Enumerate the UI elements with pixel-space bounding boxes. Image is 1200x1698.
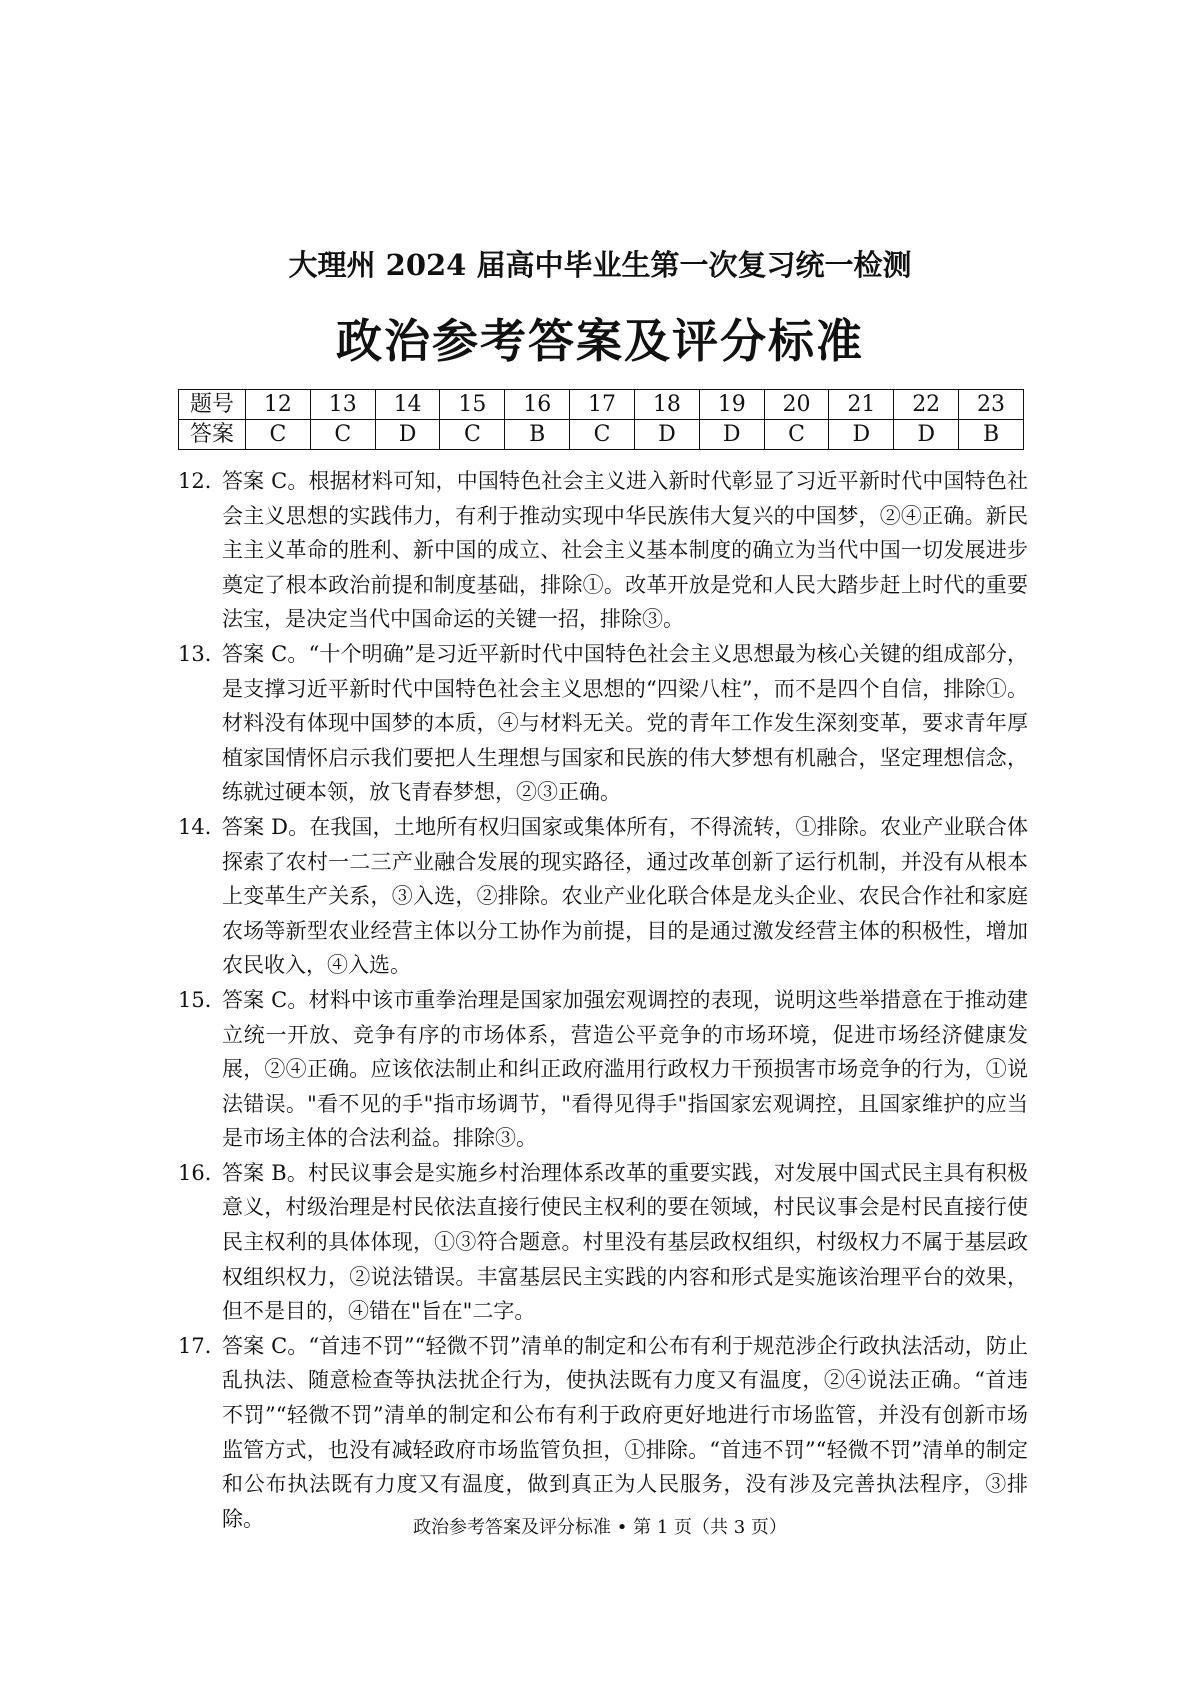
answer-table xyxy=(178,389,1024,450)
question-number: 17 xyxy=(570,390,635,420)
explanation-item xyxy=(178,983,1028,1156)
question-number: 22 xyxy=(894,390,959,420)
question-label: 12． xyxy=(178,469,226,493)
explanation-list xyxy=(178,464,1028,1536)
row-label-question: 题号 xyxy=(179,390,246,420)
answer-cell: B xyxy=(959,420,1024,450)
answer-cell: C xyxy=(310,420,375,450)
question-number-row xyxy=(179,390,1024,420)
page-title: 政治参考答案及评分标准 xyxy=(336,314,864,368)
question-label: 17． xyxy=(178,1333,226,1358)
answer-cell: D xyxy=(699,420,764,450)
question-number: 21 xyxy=(829,390,894,420)
explanation-item xyxy=(178,810,1028,983)
question-number: 23 xyxy=(959,390,1024,420)
question-number: 19 xyxy=(699,390,764,420)
explanation-text: 答案 D。在我国，土地所有权归国家或集体所有，不得流转，①排除。农业产业联合体探索了农村一二三产业融合发展的现实路径，通过改革创新了运行机制，并没有从根本上变革生产关系，③入选，②排除。农业产业化联合体是龙头企业、农民合作社和家庭农场等新型农业经营主体以分工协作为前提，目的是通过激发经营主体的积极性，增加农民收入，④入选。 xyxy=(222,814,1028,978)
question-label: 14． xyxy=(178,814,226,839)
answer-row xyxy=(179,420,1024,450)
question-number: 14 xyxy=(375,390,440,420)
explanation-text: 答案 B。村民议事会是实施乡村治理体系改革的重要实践，对发展中国式民主具有积极意义，村级治理是村民依法直接行使民主权利的要在领域，村民议事会是村民直接行使民主权利的具体体现，①③符合题意。村里没有基层政权组织，村级权力不属于基层政权组织权力，②说法错误。丰富基层民主实践的内容和形式是实施该治理平台的效果，但不是目的，④错在"旨在"二字。 xyxy=(222,1160,1028,1324)
answer-cell: C xyxy=(440,420,505,450)
answer-cell: D xyxy=(829,420,894,450)
question-number: 15 xyxy=(440,390,505,420)
question-number: 16 xyxy=(505,390,570,420)
answer-cell: D xyxy=(634,420,699,450)
explanation-item xyxy=(178,637,1028,810)
explanation-item xyxy=(178,1329,1028,1537)
explanation-text: 答案 C。材料中该市重拳治理是国家加强宏观调控的表现，说明这些举措意在于推动建立统一开放、竞争有序的市场体系，营造公平竞争的市场环境，促进市场经济健康发展，②④正确。应该依法制止和纠正政府滥用行政权力干预损害市场竞争的行为，①说法错误。"看不见的手"指市场调节，"看得见得手"指国家宏观调控，且国家维护的应当是市场主体的合法利益。排除③。 xyxy=(222,987,1028,1151)
row-label-answer: 答案 xyxy=(179,420,246,450)
question-label: 16． xyxy=(178,1160,226,1185)
answer-cell: C xyxy=(764,420,829,450)
explanation-text: 答案 C。“十个明确”是习近平新时代中国特色社会主义思想最为核心关键的组成部分，是支撑习近平新时代中国特色社会主义思想的“四梁八柱”，而不是四个自信，排除①。材料没有体现中国梦的本质，④与材料无关。党的青年工作发生深刻变革，要求青年厚植家国情怀启示我们要把人生理想与国家和民族的伟大梦想有机融合，坚定理想信念，练就过硬本领，放飞青春梦想，②③正确。 xyxy=(222,641,1028,805)
question-number: 18 xyxy=(634,390,699,420)
exam-subtitle: 大理州 2024 届高中毕业生第一次复习统一检测 xyxy=(288,248,912,282)
question-label: 13． xyxy=(178,641,226,666)
explanation-item xyxy=(178,464,1028,637)
answer-cell: D xyxy=(375,420,440,450)
explanation-item xyxy=(178,1156,1028,1329)
answer-cell: C xyxy=(246,420,311,450)
answer-cell: C xyxy=(570,420,635,450)
explanation-text: 答案 C。根据材料可知，中国特色社会主义进入新时代彰显了习近平新时代中国特色社会主义思想的实践伟力，有利于推动实现中华民族伟大复兴的中国梦，②④正确。新民主主义革命的胜利、新中国的成立、社会主义基本制度的确立为当代中国一切发展进步奠定了根本政治前提和制度基础，排除①。改革开放是党和人民大踏步赶上时代的重要法宝，是决定当代中国命运的关键一招，排除③。 xyxy=(222,469,1028,632)
question-number: 13 xyxy=(310,390,375,420)
answer-cell: D xyxy=(894,420,959,450)
answer-cell: B xyxy=(505,420,570,450)
question-number: 20 xyxy=(764,390,829,420)
question-label: 15． xyxy=(178,987,226,1012)
question-number: 12 xyxy=(246,390,311,420)
explanation-text: 答案 C。“首违不罚”“轻微不罚”清单的制定和公布有利于规范涉企行政执法活动，防止乱执法、随意检查等执法扰企行为，使执法既有力度又有温度，②④说法正确。“首违不罚”“轻微不罚”清单的制定和公布有利于政府更好地进行市场监管，并没有创新市场监管方式，也没有减轻政府市场监管负担，①排除。“首违不罚”“轻微不罚”清单的制定和公布执法既有力度又有温度，做到真正为人民服务，没有涉及完善执法程序，③排除。 xyxy=(222,1333,1028,1531)
page-footer: 政治参考答案及评分标准 • 第 1 页（共 3 页） xyxy=(413,1517,787,1538)
